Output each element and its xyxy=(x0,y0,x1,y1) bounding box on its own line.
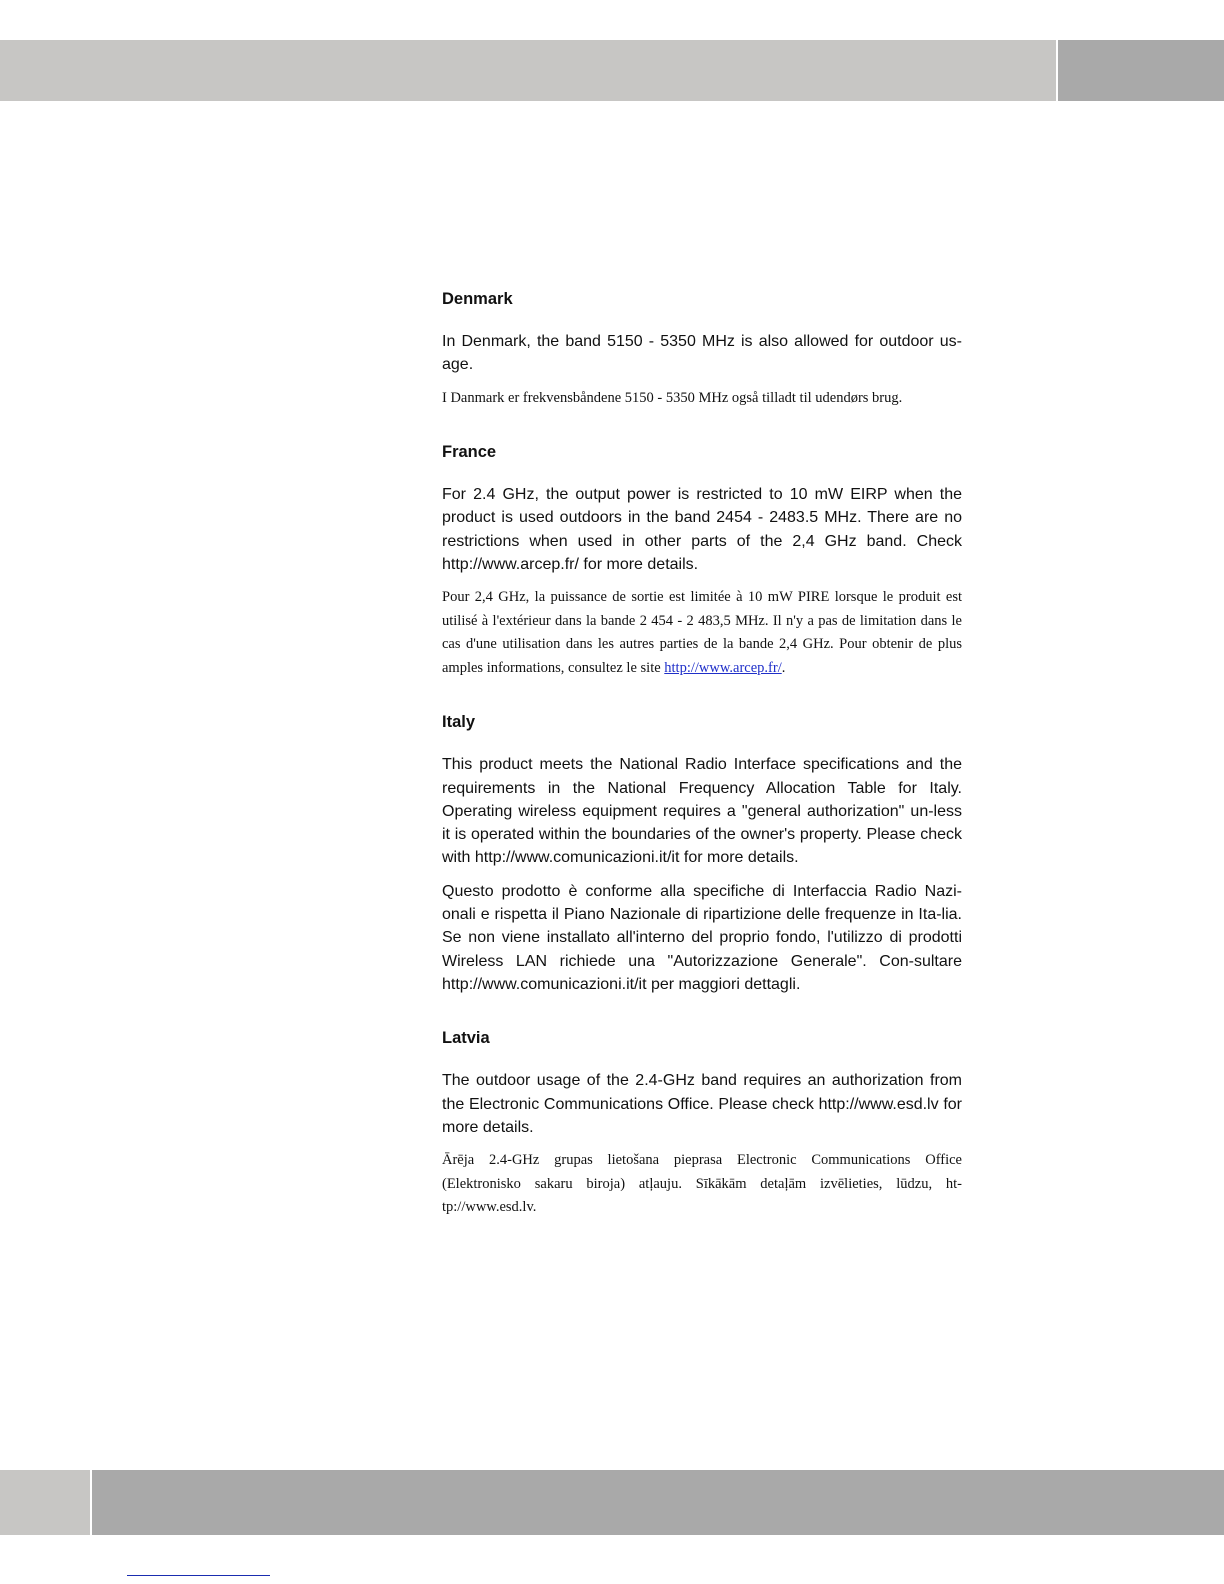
section-heading: Italy xyxy=(442,713,476,732)
english-paragraph: In Denmark, the band 5150 - 5350 MHz is also allowed for outdoor us-age. xyxy=(442,333,962,374)
section-heading: France xyxy=(442,443,497,462)
section-denmark xyxy=(442,288,962,410)
native-paragraph: I Danmark er frekvensbåndene 5150 - 5350 MHz også tilladt til udendørs brug. xyxy=(442,389,903,406)
section-heading: Denmark xyxy=(442,290,513,308)
section-italy xyxy=(442,711,962,996)
header-band-right xyxy=(1058,40,1224,101)
english-paragraph: For 2.4 GHz, the output power is restricted to 10 mW EIRP when the product is used outdoors in the band 2454 - 2483.5 MHz. There are no restrictions when used in other parts of the 2,4 GHz band. Check http://www.arcep.fr/ for more details. xyxy=(442,486,962,573)
english-paragraph: This product meets the National Radio Interface specifications and the requirements in the National Frequency Allocation Table for Italy. Operating wireless equipment requires a "general authorization" un-less it is operated within the boundaries of the owner's property. Please check with http://www.comunicazioni.it/it for more details. xyxy=(442,756,962,867)
document-body xyxy=(442,288,962,1230)
header-band xyxy=(0,40,1056,101)
native-paragraph-text: Pour 2,4 GHz, la puissance de sortie est limitée à 10 mW PIRE lorsque le produit est utilisé à l'extérieur dans la bande 2 454 - 2 483,5 MHz. Il n'y a pas de limitation dans le cas d'une utilisation dans les autres parties de la bande 2,4 GHz. Pour obtenir de plus amples informations, consultez le site xyxy=(442,589,962,676)
link-suffix: . xyxy=(781,659,786,676)
footer-band-left xyxy=(0,1470,90,1535)
section-heading: Latvia xyxy=(442,1029,490,1048)
footer-band xyxy=(92,1470,1224,1535)
arcep-link[interactable]: http://www.arcep.fr/ xyxy=(664,659,782,676)
native-paragraph xyxy=(442,586,962,680)
english-paragraph: The outdoor usage of the 2.4-GHz band requires an authorization from the Electronic Communications Office. Please check http://www.esd.lv for more details. xyxy=(442,1072,962,1136)
native-paragraph: Questo prodotto è conforme alla specifiche di Interfaccia Radio Nazi-onali e rispetta il Piano Nazionale di ripartizione delle frequenze in Ita-lia. Se non viene installato all'interno del proprio fondo, l'utilizzo di prodotti Wireless LAN richiede una "Autorizzazione Generale". Con-sultare http://www.comunicazioni.it/it per maggiori dettagli. xyxy=(442,882,962,993)
section-france xyxy=(442,441,962,680)
native-paragraph: Ārēja 2.4-GHz grupas lietošana pieprasa Electronic Communications Office (Elektronisko sakaru biroja) atļauju. Sīkākām detaļām izvēlieties, lūdzu, ht-tp://www.esd.lv. xyxy=(442,1152,962,1216)
footnote-rule xyxy=(127,1575,270,1576)
section-latvia xyxy=(442,1027,962,1219)
